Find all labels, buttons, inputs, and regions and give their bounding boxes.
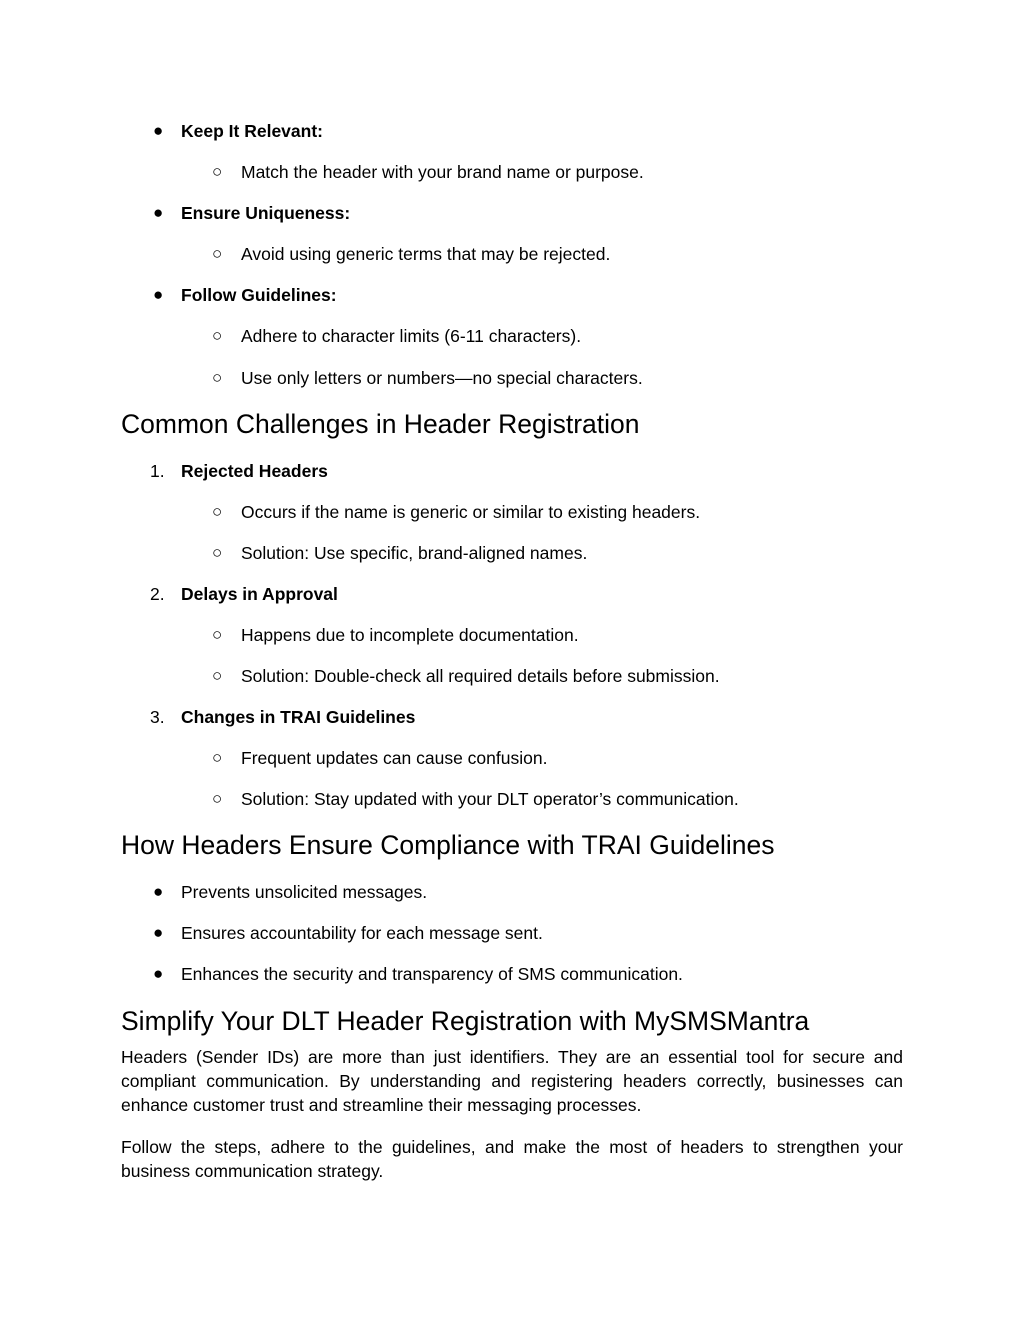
compliance-item: Prevents unsolicited messages.: [181, 882, 428, 902]
sub-bullet-marker: ○: [212, 789, 223, 808]
sub-bullet-marker: ○: [212, 748, 223, 767]
sub-bullet-text: Avoid using generic terms that may be rejected.: [241, 244, 611, 264]
sub-bullet-marker: ○: [212, 162, 223, 181]
compliance-item: Ensures accountability for each message sent.: [181, 923, 543, 943]
body-paragraph: Follow the steps, adhere to the guidelines, and make the most of headers to strengthen your business communication strategy.: [121, 1137, 903, 1181]
bullet-marker: ●: [153, 285, 164, 304]
sub-bullet-marker: ○: [212, 368, 223, 387]
bullet-keep-relevant-label: Keep It Relevant:: [181, 121, 323, 141]
sub-bullet-marker: ○: [212, 543, 223, 562]
bullet-marker: ●: [153, 203, 164, 222]
sub-bullet-marker: ○: [212, 244, 223, 263]
section-heading-simplify: Simplify Your DLT Header Registration with MySMSMantra: [121, 1006, 810, 1036]
bullet-marker: ●: [153, 882, 164, 901]
list-number: 1.: [150, 461, 165, 481]
challenge-label: Changes in TRAI Guidelines: [181, 707, 416, 727]
challenge-label: Rejected Headers: [181, 461, 328, 481]
sub-bullet-text: Happens due to incomplete documentation.: [241, 625, 579, 645]
sub-bullet-marker: ○: [212, 326, 223, 345]
sub-bullet-marker: ○: [212, 502, 223, 521]
sub-bullet-text: Solution: Double-check all required details before submission.: [241, 666, 720, 686]
challenge-label: Delays in Approval: [181, 584, 338, 604]
list-number: 3.: [150, 707, 165, 727]
sub-bullet-text: Adhere to character limits (6-11 characters).: [241, 326, 582, 346]
bullet-marker: ●: [153, 121, 164, 140]
sub-bullet-marker: ○: [212, 666, 223, 685]
sub-bullet-text: Use only letters or numbers—no special characters.: [241, 368, 643, 388]
sub-bullet-marker: ○: [212, 625, 223, 644]
list-number: 2.: [150, 584, 165, 604]
compliance-item: Enhances the security and transparency of SMS communication.: [181, 964, 683, 984]
bullet-follow-guidelines-label: Follow Guidelines:: [181, 285, 337, 305]
sub-bullet-text: Solution: Use specific, brand-aligned names.: [241, 543, 588, 563]
section-heading-challenges: Common Challenges in Header Registration: [121, 409, 640, 439]
section-heading-compliance: How Headers Ensure Compliance with TRAI Guidelines: [121, 830, 775, 860]
bullet-marker: ●: [153, 964, 164, 983]
sub-bullet-text: Occurs if the name is generic or similar to existing headers.: [241, 502, 701, 522]
bullet-ensure-uniqueness-label: Ensure Uniqueness:: [181, 203, 351, 223]
sub-bullet-text: Frequent updates can cause confusion.: [241, 748, 548, 768]
body-paragraph: Headers (Sender IDs) are more than just identifiers. They are an essential tool for secure and compliant communication. By understanding and registering headers correctly, businesses can enhance customer trust and streamline their messaging processes.: [121, 1047, 903, 1115]
sub-bullet-text: Match the header with your brand name or purpose.: [241, 162, 644, 182]
sub-bullet-text: Solution: Stay updated with your DLT operator’s communication.: [241, 789, 739, 809]
bullet-marker: ●: [153, 923, 164, 942]
